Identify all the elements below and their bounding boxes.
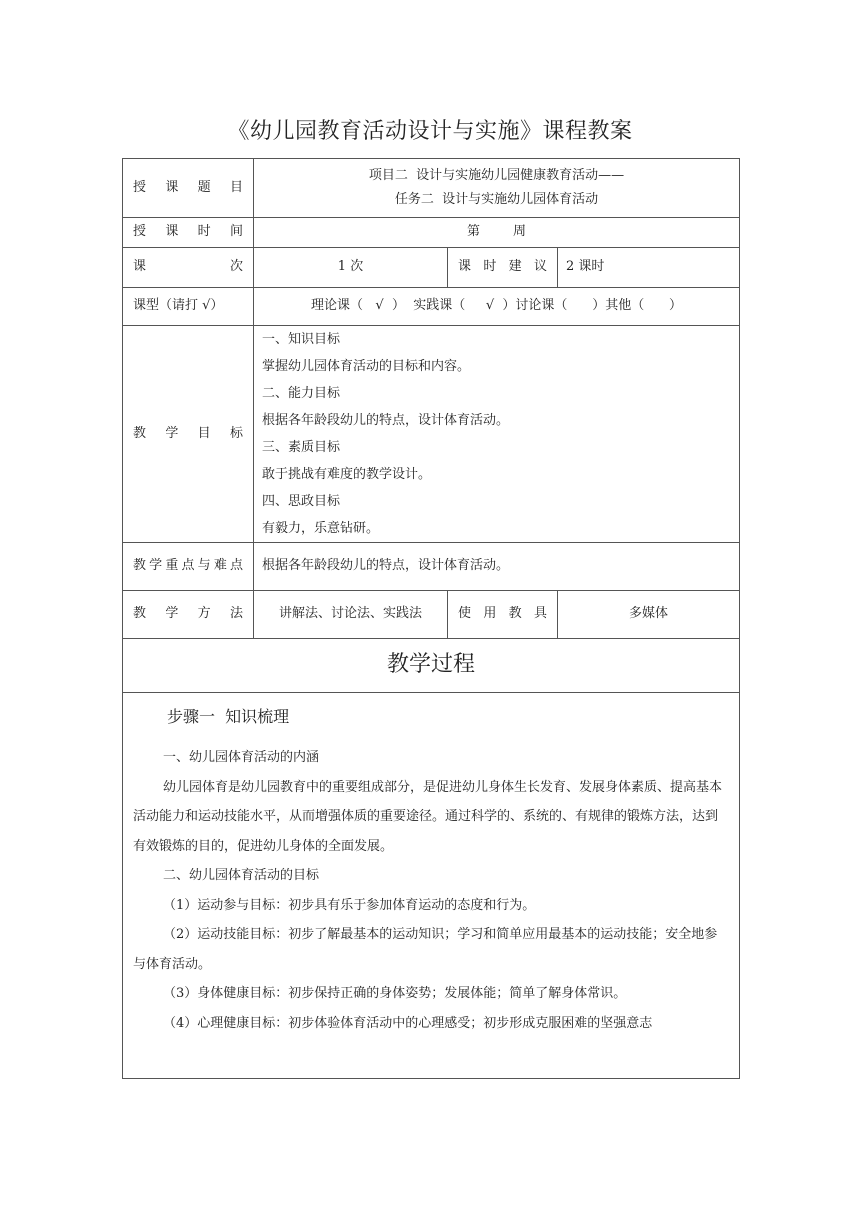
paragraph: （1）运动参与目标：初步具有乐于参加体育运动的态度和行为。 [163,897,536,913]
objectives-label: 教 学 目 标 [123,326,254,543]
topic-value [254,159,740,218]
objective-line: 有毅力，乐意钻研。 [262,521,380,536]
time-row [123,218,740,248]
objective-line: 掌握幼儿园体育活动的目标和内容。 [262,359,471,374]
key-points-row [123,543,740,591]
objective-line: 一、知识目标 [262,332,341,347]
type-label: 课型（请打 √） [123,288,254,326]
time-label: 授 课 时 间 [123,218,254,248]
hours-label: 课 时 建 议 [448,248,558,288]
objective-line: 根据各年龄段幼儿的特点，设计体育活动。 [262,413,510,428]
objective-line: 四、思政目标 [262,494,341,509]
method-label: 教 学 方 法 [123,591,254,639]
objective-line: 二、能力目标 [262,386,341,401]
session-value: 1 次 [254,248,448,288]
lesson-plan-table [122,158,740,1079]
section-heading: 一、幼儿园体育活动的内涵 [163,750,320,765]
method-value: 讲解法、讨论法、实践法 [254,591,448,639]
hours-value: 2 课时 [558,248,740,288]
type-value [254,288,740,326]
type-row [123,288,740,326]
topic-row [123,159,740,218]
tools-value: 多媒体 [558,591,740,639]
type-options: 理论课（ √ ） 实践课（ √ ）讨论课（ ）其他（ ） [311,298,683,314]
topic-line-2: 任务二 设计与实施幼儿园体育活动 [394,192,599,207]
process-body [123,693,740,1079]
session-label: 课 次 [123,248,254,288]
paragraph: （3）身体健康目标：初步保持正确的身体姿势；发展体能；简单了解身体常识。 [163,986,627,1001]
method-row [123,591,740,639]
objective-line: 三、素质目标 [262,440,341,455]
objectives-row [123,326,740,543]
process-body-row [123,693,740,1079]
time-value: 第 周 [254,218,740,248]
objective-line: 敢于挑战有难度的教学设计。 [262,467,432,482]
process-heading: 教学过程 [123,639,740,693]
paragraph: （2）运动技能目标：初步了解最基本的运动知识；学习和简单应用最基本的运动技能；安全地参与体育活动。 [133,927,718,972]
objectives-value [254,326,740,543]
paragraph: 幼儿园体育是幼儿园教育中的重要组成部分，是促进幼儿身体生长发育、发展身体素质、提高基本活动能力和运动技能水平，从而增强体质的重要途径。通过科学的、系统的、有规律的锻炼方法，达到有效锻炼的目的，促进幼儿身体的全面发展。 [133,779,723,854]
tools-label: 使 用 教 具 [448,591,558,639]
topic-label: 授 课 题 目 [123,159,254,218]
topic-line-1: 项目二 设计与实施幼儿园健康教育活动—— [368,167,625,183]
key-points-label: 教学重点与难点 [123,543,254,591]
session-row [123,248,740,288]
section-heading: 二、幼儿园体育活动的目标 [163,868,320,883]
paragraph: （4）心理健康目标：初步体验体育活动中的心理感受；初步形成克服困难的坚强意志 [163,1015,653,1031]
process-heading-row [123,639,740,693]
document-title: 《幼儿园教育活动设计与实施》课程教案 [227,119,633,144]
key-points-value: 根据各年龄段幼儿的特点，设计体育活动。 [254,543,740,591]
step-heading: 步骤一 知识梳理 [167,707,290,726]
